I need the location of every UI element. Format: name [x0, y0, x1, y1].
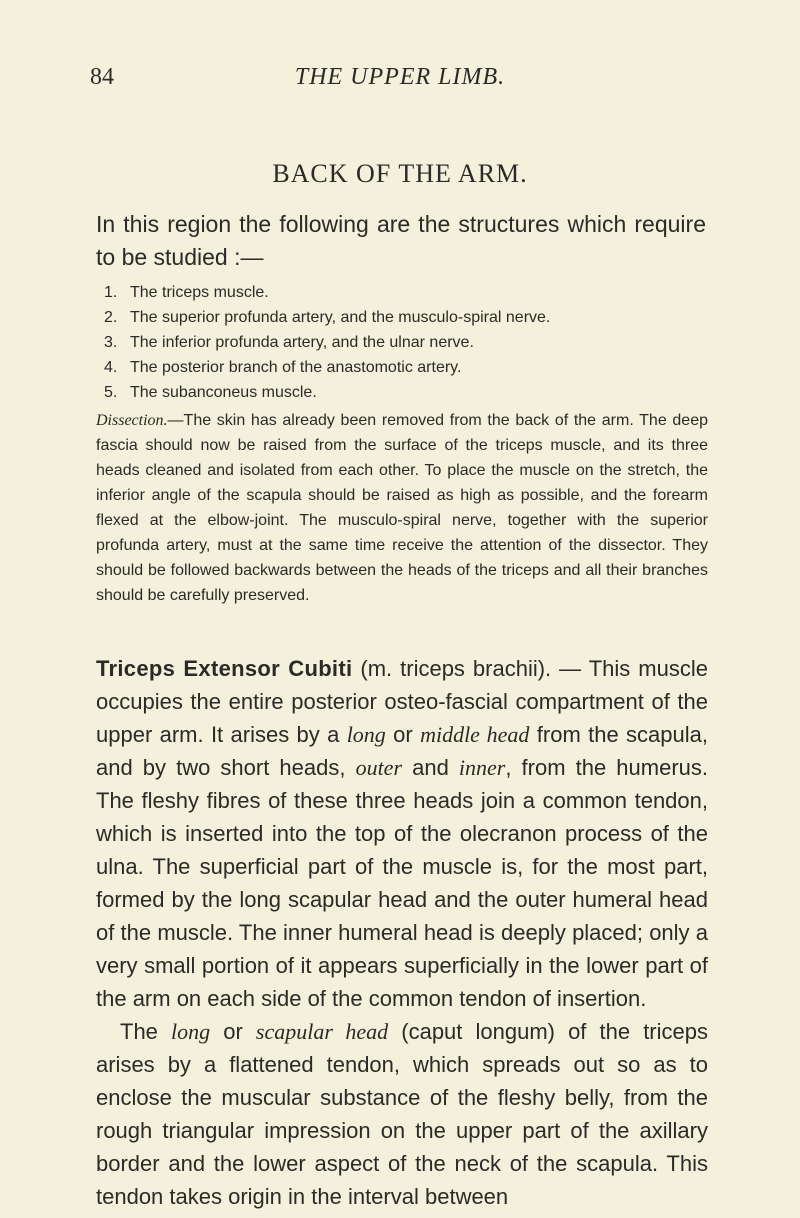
list-number: 3.	[104, 334, 118, 351]
list-number: 4.	[104, 359, 118, 376]
text-run: and	[402, 755, 459, 780]
dissection-text: —The skin has already been removed from the back of the arm. The deep fascia should now be raised from the surface of the triceps muscle, and its three heads cleaned and isolated from each other. To place the muscle on the stretch, the inferior angle of the scapula should be raised as high as possible, and the forearm flexed at the elbow-joint. The musculo-spiral nerve, together with the superior profunda artery, must at the same time receive the attention of the dissector. They should be followed backwards between the heads of the triceps and all their branches should be carefully preserved.	[96, 412, 708, 604]
running-head	[90, 64, 710, 98]
triceps-paragraph	[96, 652, 708, 1015]
italic-term: long	[346, 722, 386, 747]
dissection-label: Dissection.	[96, 412, 168, 429]
list-text: The inferior profunda artery, and the ulnar nerve.	[130, 334, 474, 351]
structures-list	[104, 280, 714, 405]
page-number: 84	[90, 64, 114, 90]
text-run: The	[120, 1019, 172, 1044]
italic-term: outer	[355, 755, 403, 780]
text-run: from the scapula, and by two short heads,	[96, 722, 708, 780]
list-number: 5.	[104, 384, 118, 401]
list-text: The triceps muscle.	[130, 284, 269, 301]
list-item	[104, 355, 714, 380]
intro-paragraph: In this region the following are the structures which require to be studied :—	[96, 211, 706, 270]
section-title: BACK OF THE ARM.	[272, 159, 528, 188]
long-head-paragraph	[96, 1015, 708, 1213]
text-run: , from the humerus. The fleshy fibres of these three heads join a common tendon, which is inserted into the top of the olecranon process of the ulna. The superficial part of the muscle is, for the most part, formed by the long scapular head and the outer humeral head of the muscle. The inner humeral head is deeply placed; only a very small portion of it appears superficially in the lower part of the arm on each side of the common tendon of insertion.	[96, 755, 708, 1011]
list-item	[104, 305, 714, 330]
dissection-paragraph	[96, 408, 708, 608]
list-item	[104, 330, 714, 355]
text-run: (m. triceps brachii). — This muscle occupies the entire posterior osteo-fascial compartment of the upper arm. It arises by a	[96, 656, 708, 747]
text-run: (caput longum) of the triceps arises by a flattened tendon, which spreads out so as to enclose the muscular substance of the fleshy belly, from the rough triangular impression on the upper part of the axillary border and the lower aspect of the neck of the scapula. This tendon takes origin in the interval between	[96, 1019, 708, 1209]
list-number: 2.	[104, 309, 118, 326]
running-title: THE UPPER LIMB.	[294, 64, 506, 90]
text-run: or	[385, 722, 421, 747]
italic-term: long	[171, 1019, 211, 1044]
text-run: or	[210, 1019, 256, 1044]
italic-term: middle head	[420, 722, 530, 747]
list-item	[104, 280, 714, 305]
list-number: 1.	[104, 284, 118, 301]
list-text: The posterior branch of the anastomotic artery.	[130, 359, 462, 376]
italic-term: scapular head	[255, 1019, 389, 1044]
italic-term: inner	[458, 755, 506, 780]
list-item	[104, 380, 714, 405]
body-text	[96, 652, 708, 1213]
list-text: The subanconeus muscle.	[130, 384, 317, 401]
triceps-heading: Triceps Extensor Cubiti	[96, 656, 353, 681]
list-text: The superior profunda artery, and the musculo-spiral nerve.	[130, 309, 551, 326]
